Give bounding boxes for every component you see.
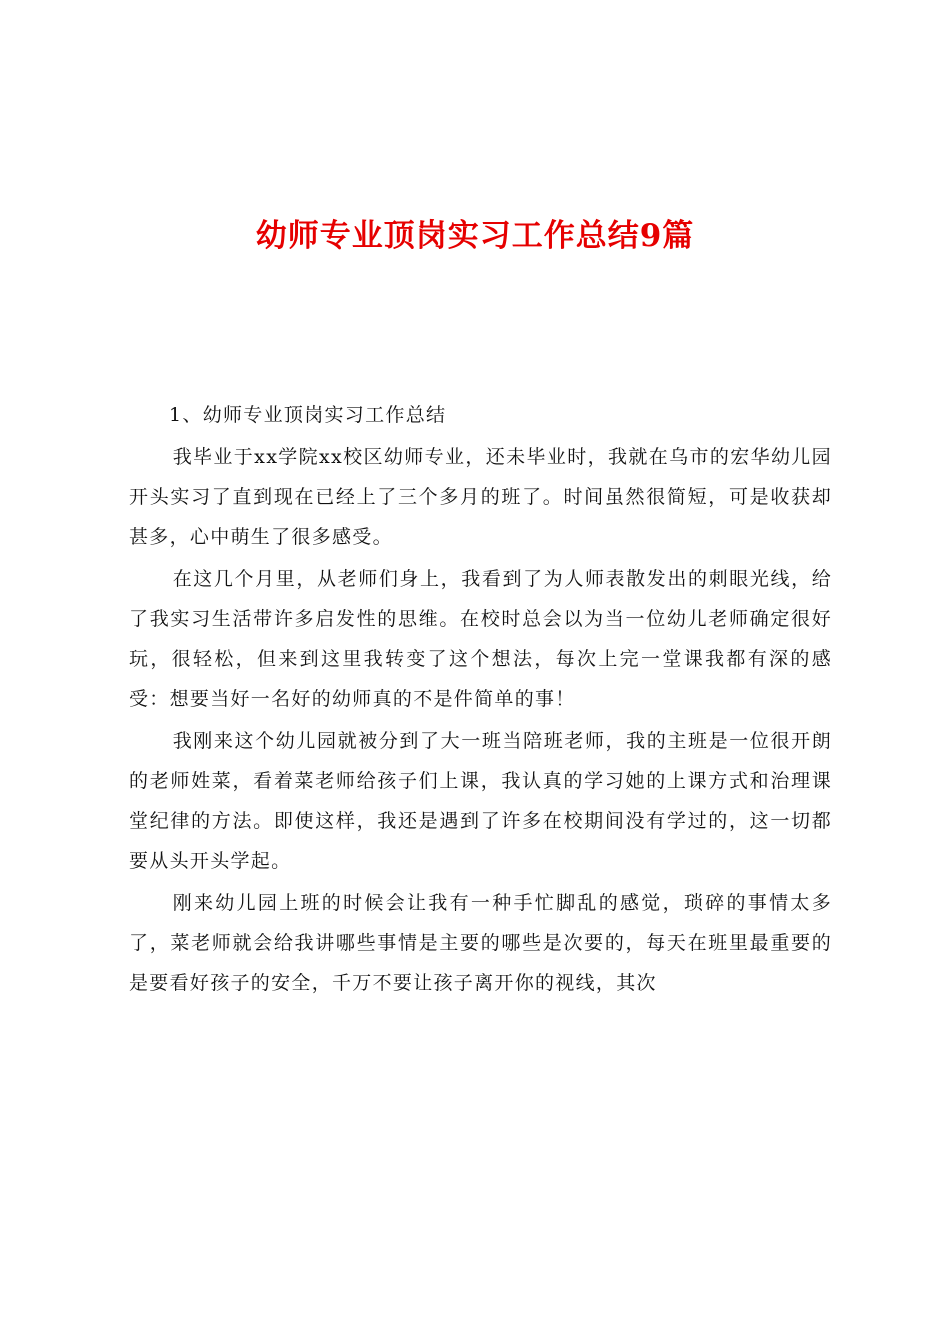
document-title: 幼师专业顶岗实习工作总结9篇 [255, 218, 695, 254]
section-heading: 1、幼师专业顶岗实习工作总结 [169, 404, 447, 426]
paragraph: 刚来幼儿园上班的时候会让我有一种手忙脚乱的感觉，琐碎的事情太多了，菜老师就会给我讲哪些事情是主要的哪些是次要的，每天在班里最重要的是要看好孩子的安全，千万不要让孩子离开你的视线，其次 [129, 892, 832, 994]
paragraph: 我毕业于xx学院xx校区幼师专业，还未毕业时，我就在乌市的宏华幼儿园开头实习了直到现在已经上了三个多月的班了。时间虽然很简短，可是收获却甚多，心中萌生了很多感受。 [129, 446, 832, 548]
paragraph: 在这几个月里，从老师们身上，我看到了为人师表散发出的刺眼光线，给了我实习生活带许多启发性的思维。在校时总会以为当一位幼儿老师确定很好玩，很轻松，但来到这里我转变了这个想法，每次上完一堂课我都有深的感受：想要当好一名好的幼师真的不是件简单的事！ [129, 568, 832, 710]
paragraph: 我刚来这个幼儿园就被分到了大一班当陪班老师，我的主班是一位很开朗的老师姓菜，看着菜老师给孩子们上课，我认真的学习她的上课方式和治理课堂纪律的方法。即使这样，我还是遇到了许多在校期间没有学过的，这一切都要从头开头学起。 [129, 730, 832, 872]
document-body [129, 395, 832, 1005]
